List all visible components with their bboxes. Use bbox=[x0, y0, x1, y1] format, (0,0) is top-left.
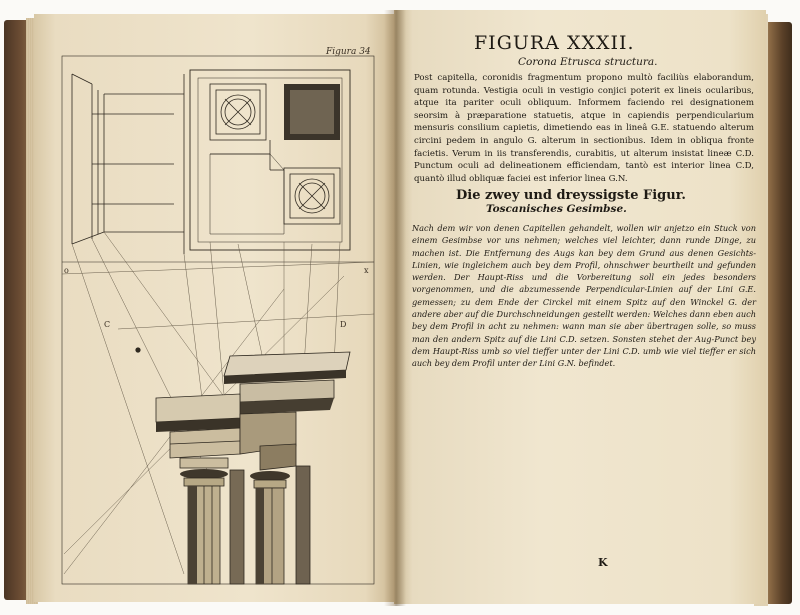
plate-letter-c: C bbox=[104, 320, 111, 329]
german-paragraph: Nach dem wir von denen Capitellen gehandelt, wollen wir anjetzo ein Stuck von einem Gesimbse vor uns nehmen; welches viel leichter, dann runde Dinge, zu machen ist. Die Entfernung des Augs kan bey dem Grund aus denen Gesichts-Linien, wie ingleichem auch bey dem Profil, ohnschwer beurtheilt und gefunden werden. Der Haupt-Riss und die Vorbereitung soll ein jedes besonders vorgenommen, und die abzumessende Perpendicular-Linien auf der Lini G.E. gemessen; zu dem Ende der Circkel mit einem Spitz auf den Winckel G. der andere aber auf die Durchschneidungen gestellt werden: Welches dann eben auch bey dem Profil in acht zu nehmen: wann man sie aber übertragen solle, so muss man den andern Spitz auf die Lini C.D. setzen. Sonsten stehet der Aug-Punct bey dem Haupt-Riss umb so viel tieffer unter der Lini C.D. umb wie viel tieffer er sich auch bey dem Profil unter der Lini G.N. befindet. bbox=[412, 223, 756, 369]
german-title: Die zwey und dreyssigste Figur. bbox=[456, 188, 686, 203]
german-subtitle: Toscanisches Gesimbse. bbox=[486, 203, 627, 215]
figure-subtitle: Corona Etrusca structura. bbox=[518, 56, 658, 68]
plate-letter-d: D bbox=[340, 320, 347, 329]
perspective-engraving bbox=[34, 14, 394, 602]
wall-perspective-drawing bbox=[72, 74, 184, 254]
plate-letter-o: o bbox=[64, 266, 69, 275]
figure-title: FIGURA XXXII. bbox=[474, 32, 635, 54]
right-page-text bbox=[394, 10, 766, 604]
left-page-plate bbox=[34, 14, 394, 602]
plate-letter-x: x bbox=[364, 266, 369, 275]
coffer-plan-drawing bbox=[190, 70, 350, 250]
signature-mark: K bbox=[598, 556, 608, 569]
latin-paragraph: Post capitella, coronidis fragmentum propono multò faciliùs elaborandum, quam rotunda. Vestigia oculi in vestigio conjici poterit ex lineis ocularibus, atque ita pariter oculi obliquum. Informem faciendo rei designationem seorsim à præparatione statuetis, atque in capiendis perpendicularium mensuris consilium capietis, dimetiendo eas in lineâ G.E. statuendo alterum circini pedem in angulo G. alterum in sectionibus. Idem in obliqua fronte facietis. Verum in iis transferendis, curabitis, ut alterum insistat lineæ C.D. Punctum oculi ad delineationem efficiendam, tantò est interior linea C.D, quantò illud obliquæ faciei est inferior linea G.N. bbox=[414, 73, 754, 184]
book-gutter-shadow bbox=[384, 10, 406, 606]
plate-number-label: Figura 34 bbox=[326, 47, 371, 57]
tuscan-entablature-drawing bbox=[156, 352, 350, 584]
